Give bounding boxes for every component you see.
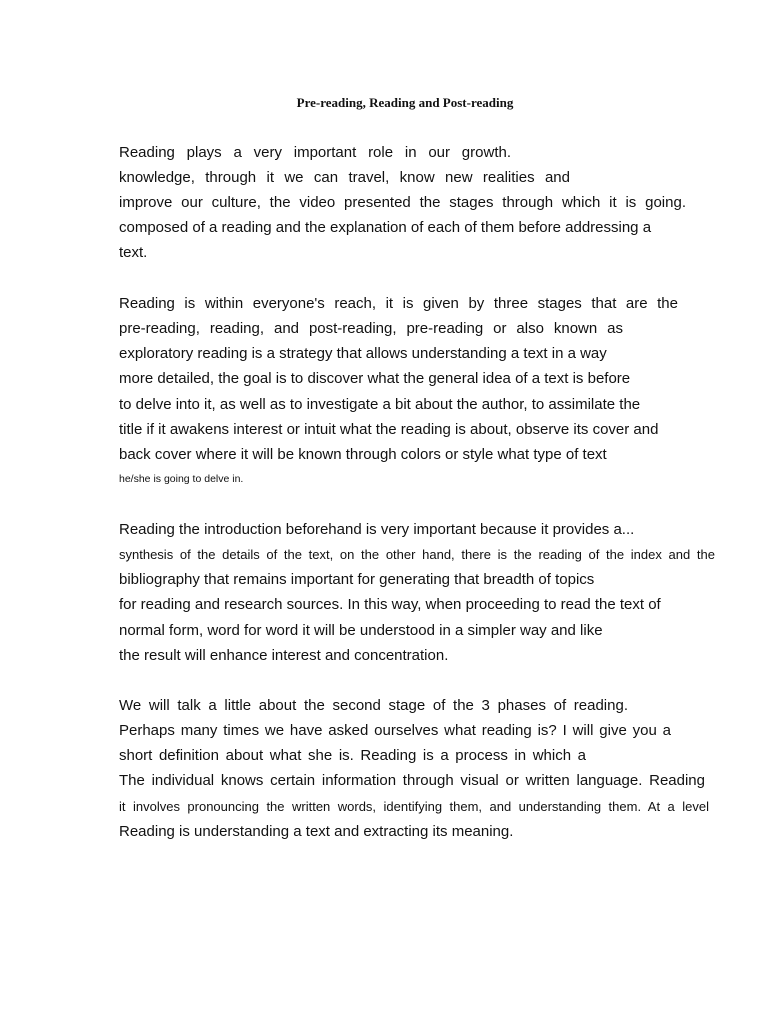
paragraph-line: The individual knows certain information through visual or written language. Reading <box>119 772 705 789</box>
paragraph-line: knowledge, through it we can travel, know new realities and <box>119 169 570 186</box>
paragraph-line: exploratory reading is a strategy that allows understanding a text in a way <box>119 345 607 362</box>
paragraph-line: Reading is understanding a text and extracting its meaning. <box>119 823 514 840</box>
paragraph-line: composed of a reading and the explanation of each of them before addressing a <box>119 219 652 236</box>
paragraph-line: pre-reading, reading, and post-reading, pre-reading or also known as <box>119 320 623 337</box>
paragraph-line: he/she is going to delve in. <box>119 473 244 485</box>
paragraph-line: improve our culture, the video presented the stages through which it is going. <box>119 194 686 211</box>
paragraph-line: back cover where it will be known through colors or style what type of text <box>119 446 607 463</box>
paragraph-line: Reading the introduction beforehand is very important because it provides a... <box>119 521 635 538</box>
paragraph-line: to delve into it, as well as to investigate a bit about the author, to assimilate the <box>119 396 641 413</box>
paragraph-line: normal form, word for word it will be understood in a simpler way and like <box>119 622 603 639</box>
paragraph-line: We will talk a little about the second stage of the 3 phases of reading. <box>119 697 628 714</box>
paragraph-line: Reading plays a very important role in our growth. <box>119 144 511 161</box>
document-title: Pre-reading, Reading and Post-reading <box>296 95 514 110</box>
paragraph-line: it involves pronouncing the written words, identifying them, and understanding them. At a level <box>119 799 709 814</box>
paragraph-line: bibliography that remains important for generating that breadth of topics <box>119 571 595 588</box>
paragraph-line: synthesis of the details of the text, on the other hand, there is the reading of the index and the <box>119 547 715 562</box>
paragraph-line: short definition about what she is. Reading is a process in which a <box>119 747 586 764</box>
paragraph-line: for reading and research sources. In this way, when proceeding to read the text of <box>119 596 661 613</box>
paragraph-line: the result will enhance interest and concentration. <box>119 647 449 664</box>
paragraph-line: title if it awakens interest or intuit what the reading is about, observe its cover and <box>119 421 659 438</box>
paragraph-line: Perhaps many times we have asked ourselves what reading is? I will give you a <box>119 722 671 739</box>
paragraph-line: more detailed, the goal is to discover what the general idea of a text is before <box>119 370 631 387</box>
paragraph-line: text. <box>119 244 148 261</box>
paragraph-line: Reading is within everyone's reach, it is given by three stages that are the <box>119 295 678 312</box>
